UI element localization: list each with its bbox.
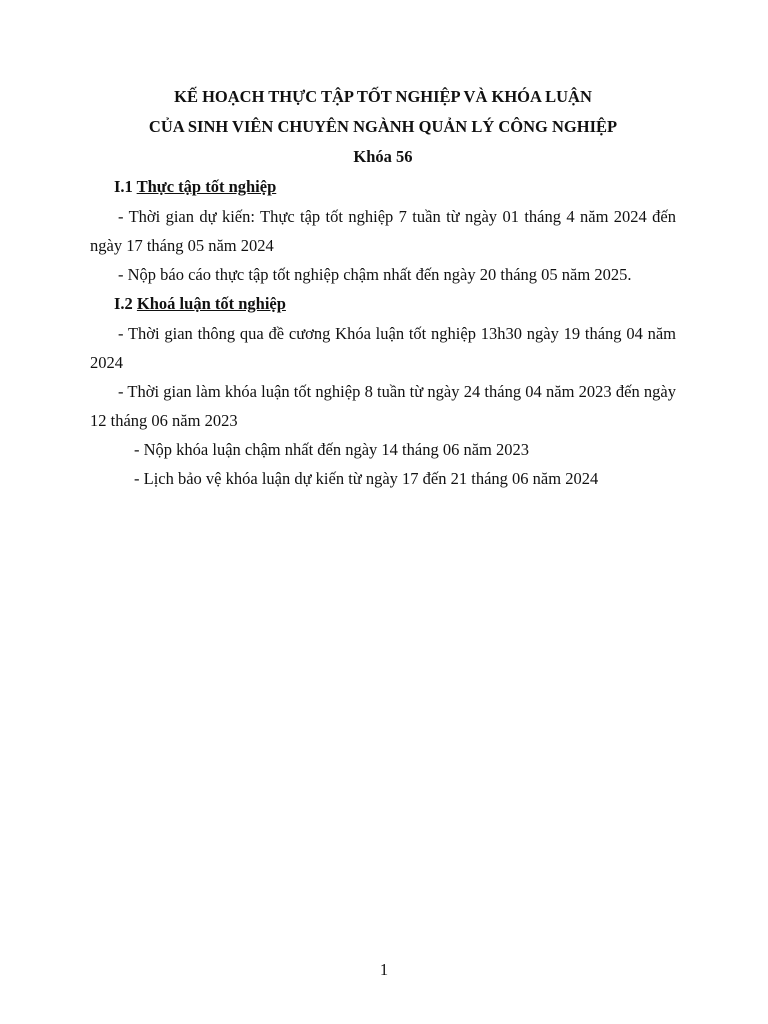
section-2-bullet: - Lịch bảo vệ khóa luận dự kiến từ ngày 17 đến 21 tháng 06 năm 2024 [134,469,599,488]
section-2-bullet: - Nộp khóa luận chậm nhất đến ngày 14 tháng 06 năm 2023 [134,440,529,459]
page-number: 1 [379,960,389,979]
section-1-title: Thực tập tốt nghiệp [136,177,277,196]
section-1-paragraph: - Nộp báo cáo thực tập tốt nghiệp chậm nhất đến ngày 20 tháng 05 năm 2025. [118,265,632,284]
document-title-line-1: KẾ HOẠCH THỰC TẬP TỐT NGHIỆP VÀ KHÓA LUẬN [174,87,592,106]
section-1-paragraph: - Thời gian dự kiến: Thực tập tốt nghiệp 7 tuần từ ngày 01 tháng 4 năm 2024 đến ngày 17 tháng 05 năm 2024 [90,207,676,255]
section-1-number: I.1 [114,177,133,196]
section-2-title: Khoá luận tốt nghiệp [136,294,286,313]
section-2-paragraph: - Thời gian thông qua đề cương Khóa luận tốt nghiệp 13h30 ngày 19 tháng 04 năm 2024 [90,324,676,372]
section-2-number: I.2 [114,294,133,313]
document-title-line-3: Khóa 56 [353,147,413,166]
document-page [90,82,676,493]
section-1-heading [90,172,676,202]
section-2-heading [90,289,676,319]
document-title-line-2: CỦA SINH VIÊN CHUYÊN NGÀNH QUẢN LÝ CÔNG NGHIỆP [148,117,618,136]
section-2-paragraph: - Thời gian làm khóa luận tốt nghiệp 8 tuần từ ngày 24 tháng 04 năm 2023 đến ngày 12 tháng 06 năm 2023 [90,382,676,430]
